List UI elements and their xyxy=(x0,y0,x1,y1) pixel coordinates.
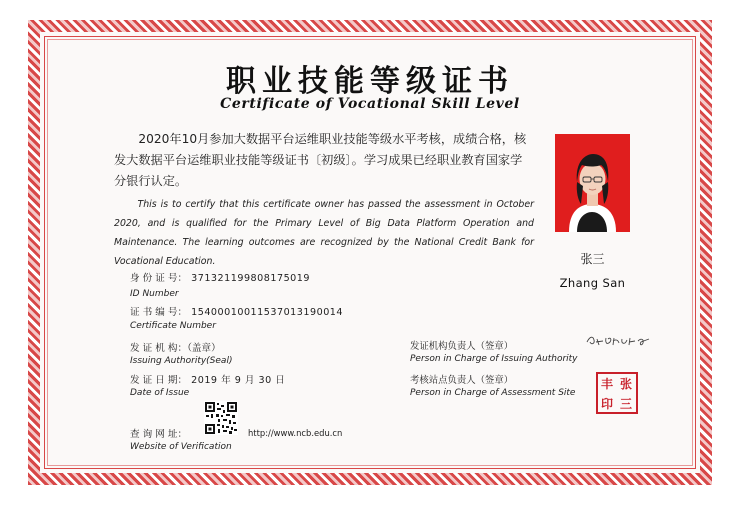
certificate-title-en: Certificate of Vocational Skill Level xyxy=(220,96,520,112)
authority-label-en-row xyxy=(130,355,232,366)
website-label-en: Website of Verification xyxy=(130,442,232,452)
site-person-label-cn: 考核站点负责人（签章） xyxy=(410,375,514,386)
cert-label-cn: 证 书 编 号： xyxy=(130,307,188,318)
website-label-cn: 查 询 网 址： xyxy=(130,429,188,440)
cert-label-en: Certificate Number xyxy=(130,321,216,331)
certificate-body-en: This is to certify that this certificate owner has passed the assessment in October 2020, and is qualified for the Primary Level of Big Data Platform Operation and Maintenance. The learning outcomes are recognized by the National Credit Bank for Vocational Education. xyxy=(114,199,534,267)
cert-value: 15400010011537013190014 xyxy=(191,307,344,318)
authority-label-en: Issuing Authority(Seal) xyxy=(130,356,233,366)
issuing-person-label-cn: 发证机构负责人（签章） xyxy=(410,341,514,352)
id-value: 371321199808175019 xyxy=(191,273,310,284)
certificate-number-field xyxy=(130,304,343,318)
website-label-en-row xyxy=(130,441,232,452)
site-person-label-en: Person in Charge of Assessment Site xyxy=(410,388,576,398)
issuing-authority-field xyxy=(130,340,221,354)
issuing-person-label-en: Person in Charge of Issuing Authority xyxy=(410,354,578,364)
date-value: 2019 年 9 月 30 日 xyxy=(191,375,286,386)
date-label-en: Date of Issue xyxy=(130,388,190,398)
person-portrait-icon xyxy=(555,134,630,232)
seal-char-1: 张 xyxy=(620,377,633,391)
id-label-cn: 身 份 证 号： xyxy=(130,273,188,284)
qr-code-icon xyxy=(204,401,238,435)
website-field xyxy=(130,426,187,440)
date-label-cn: 发 证 日 期： xyxy=(130,375,188,386)
id-label-en: ID Number xyxy=(130,289,179,299)
red-seal-stamp xyxy=(596,372,638,414)
holder-name-en: Zhang San xyxy=(559,276,626,290)
seal-char-3: 三 xyxy=(620,397,633,411)
date-of-issue-field xyxy=(130,372,285,386)
seal-char-2: 印 xyxy=(601,397,614,411)
holder-name-cn: 张三 xyxy=(580,252,605,266)
issuing-person-en-row xyxy=(410,353,578,364)
certificate-body-cn: 2020年10月参加大数据平台运维职业技能等级水平考核，成绩合格，核发大数据平台运维职业技能等级证书〔初级〕。学习成果已经职业教育国家学分银行认定。 xyxy=(114,132,527,188)
site-person-field xyxy=(410,372,513,386)
date-label-en-row xyxy=(130,387,189,398)
issuing-person-field xyxy=(410,338,513,352)
id-label-en-row xyxy=(130,288,179,299)
cert-label-en-row xyxy=(130,320,216,331)
id-number-field xyxy=(130,270,310,284)
site-person-en-row xyxy=(410,387,575,398)
holder-photo xyxy=(555,134,630,232)
website-url[interactable]: http://www.ncb.edu.cn xyxy=(248,428,343,438)
website-url-row xyxy=(248,428,342,438)
seal-char-0: 丰 xyxy=(601,377,614,391)
authority-label-cn: 发 证 机 构：（盖章） xyxy=(130,343,221,354)
certificate-title-cn: 职业技能等级证书 xyxy=(226,64,514,99)
handwritten-signature xyxy=(585,333,651,353)
